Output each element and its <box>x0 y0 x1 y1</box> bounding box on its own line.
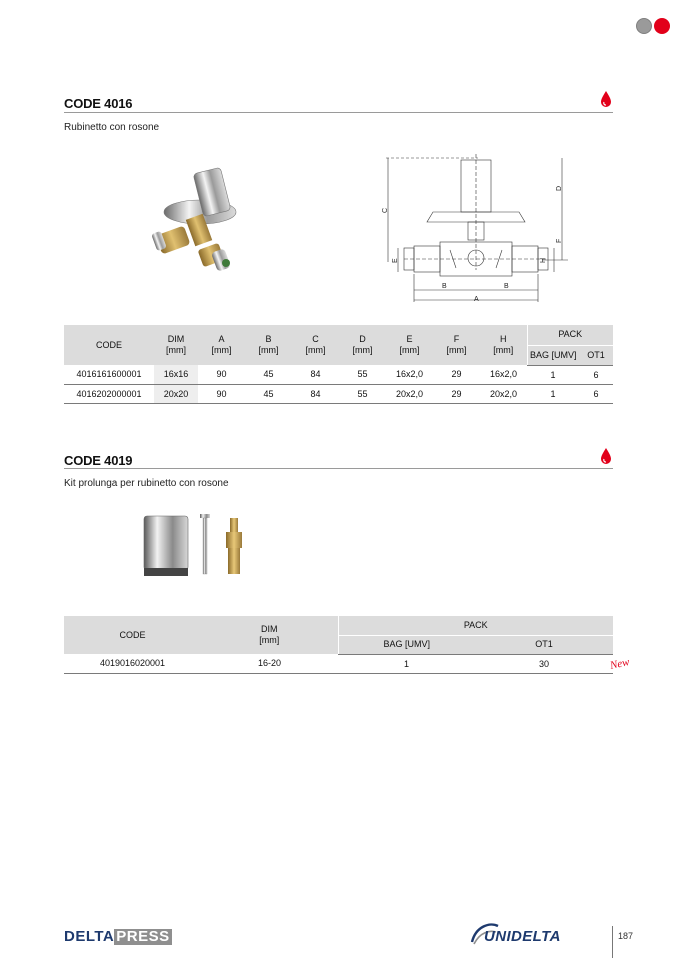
page-number: 187 <box>618 931 634 941</box>
label-b-right: B <box>504 283 509 290</box>
col-f: F [mm] <box>433 325 480 365</box>
col-dim: DIM [mm] <box>201 616 338 654</box>
water-drop-icon <box>599 447 613 465</box>
label-b-left: B <box>442 283 447 290</box>
label-h: H <box>540 257 547 263</box>
water-drop-icon <box>599 90 613 108</box>
col-pack: PACK <box>338 616 613 635</box>
footer-divider <box>612 926 613 958</box>
col-ot1: OT1 <box>579 345 613 365</box>
header-dots <box>636 18 672 36</box>
section1-title: CODE 4016 <box>64 96 133 111</box>
col-code: CODE <box>64 325 154 365</box>
label-a: A <box>474 296 479 303</box>
red-dot-icon <box>654 18 670 34</box>
col-dim: DIM [mm] <box>154 325 198 365</box>
section1-subtitle: Rubinetto con rosone <box>64 122 160 133</box>
product-photo-4019 <box>136 510 261 580</box>
product-photo-4016 <box>150 160 250 280</box>
section2-subtitle: Kit prolunga per rubinetto con rosone <box>64 478 229 489</box>
section2-divider <box>64 468 613 469</box>
table-row: 4019016020001 16-20 1 30 <box>64 654 613 673</box>
label-e: E <box>392 258 399 263</box>
unidelta-logo: UNIDELTA <box>484 928 561 945</box>
technical-drawing-4016 <box>378 150 578 305</box>
spec-table-4016 <box>64 325 613 404</box>
table-row: 4016202000001 20x20 90 45 84 55 20x2,0 29 20x2,0 1 6 <box>64 384 613 403</box>
col-c: C [mm] <box>292 325 339 365</box>
col-bag: BAG [UMV] <box>527 345 579 365</box>
section1-divider <box>64 112 613 113</box>
col-d: D [mm] <box>339 325 386 365</box>
col-a: A [mm] <box>198 325 245 365</box>
col-bag: BAG [UMV] <box>338 635 475 654</box>
table-row: 4016161600001 16x16 90 45 84 55 16x2,0 29 16x2,0 1 6 <box>64 365 613 384</box>
label-f: F <box>556 238 563 243</box>
col-e: E [mm] <box>386 325 433 365</box>
spec-table-4019 <box>64 616 613 674</box>
col-h: H [mm] <box>480 325 527 365</box>
col-pack: PACK <box>527 325 613 345</box>
label-c: C <box>382 207 389 213</box>
col-b: B [mm] <box>245 325 292 365</box>
deltapress-logo: DELTA PRESS <box>64 928 170 945</box>
col-code: CODE <box>64 616 201 654</box>
section2-title: CODE 4019 <box>64 453 133 468</box>
new-badge: New <box>608 656 631 672</box>
col-ot1: OT1 <box>475 635 613 654</box>
grey-dot-icon <box>636 18 652 34</box>
label-d: D <box>556 185 563 191</box>
